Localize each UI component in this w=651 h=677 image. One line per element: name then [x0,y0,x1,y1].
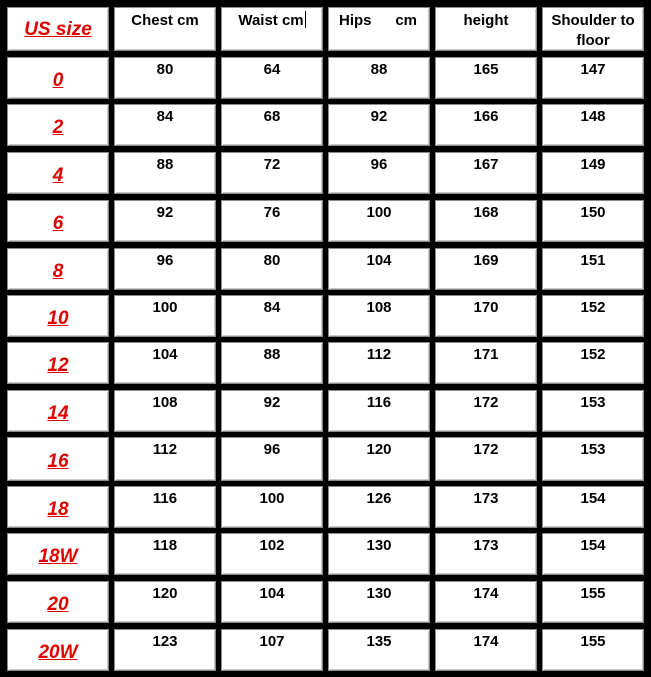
cell-hips-value: 100 [366,204,392,221]
cell-chest-value: 80 [156,61,174,78]
cell-chest-value: 112 [152,441,178,458]
cell-height-value: 165 [473,61,499,78]
table-cell-size [7,629,109,671]
cell-height-value: 167 [473,156,499,173]
cell-height-value: 170 [473,299,499,316]
table-cell-size [7,390,109,432]
table-cell-waist [221,104,323,146]
cell-shoulder-value: 149 [580,156,606,173]
cell-hips-value: 104 [366,252,392,269]
table-cell-waist [221,533,323,575]
header-shoulder-label: Shoulder to floor [551,12,635,49]
table-cell-hips [328,248,430,290]
cell-chest-value: 123 [152,633,178,650]
table-cell-waist [221,342,323,384]
cell-shoulder-value: 150 [580,204,606,221]
header-shoulder-to-floor [542,7,644,51]
cell-size-value: 16 [47,451,69,472]
cell-chest-value: 118 [152,537,178,554]
cell-hips-value: 116 [366,394,392,411]
table-cell-height [435,629,537,671]
cell-waist-value: 107 [259,633,285,650]
cell-size-value: 2 [52,117,64,138]
table-cell-hips [328,152,430,194]
table-cell-chest [114,295,216,337]
table-cell-chest [114,342,216,384]
table-cell-hips [328,581,430,623]
table-cell-height [435,581,537,623]
table-cell-waist [221,200,323,242]
cell-hips-value: 108 [366,299,392,316]
cell-waist-value: 68 [263,108,281,125]
cell-waist-value: 104 [259,585,285,602]
cell-hips-value: 120 [366,441,392,458]
cell-waist-value: 96 [263,441,281,458]
cell-height-value: 174 [473,633,499,650]
table-cell-chest [114,486,216,528]
cell-chest-value: 120 [152,585,178,602]
table-cell-shoulder [542,295,644,337]
table-cell-chest [114,533,216,575]
cell-height-value: 173 [473,537,499,554]
table-cell-size [7,486,109,528]
header-us-size-label: US size [24,19,92,40]
cell-chest-value: 100 [152,299,178,316]
table-cell-waist [221,486,323,528]
cell-chest-value: 88 [156,156,174,173]
cell-shoulder-value: 152 [580,346,606,363]
table-cell-hips [328,437,430,481]
cell-size-value: 20W [38,642,78,663]
table-cell-shoulder [542,486,644,528]
table-cell-shoulder [542,152,644,194]
cell-height-value: 174 [473,585,499,602]
cell-waist-value: 102 [259,537,285,554]
table-cell-hips [328,486,430,528]
cell-size-value: 14 [47,403,69,424]
cell-size-value: 0 [52,70,64,91]
table-cell-height [435,390,537,432]
table-cell-height [435,486,537,528]
table-cell-waist [221,248,323,290]
cell-size-value: 10 [47,308,69,329]
cell-hips-value: 88 [370,61,388,78]
table-cell-chest [114,248,216,290]
table-cell-shoulder [542,57,644,99]
table-cell-shoulder [542,629,644,671]
header-hips [328,7,430,51]
cell-shoulder-value: 148 [580,108,606,125]
table-cell-chest [114,437,216,481]
cell-chest-value: 84 [156,108,174,125]
table-cell-hips [328,57,430,99]
cell-shoulder-value: 153 [580,394,606,411]
cell-chest-value: 96 [156,252,174,269]
table-cell-chest [114,390,216,432]
cell-size-value: 18W [38,546,78,567]
cell-hips-value: 112 [366,346,392,363]
table-cell-shoulder [542,200,644,242]
table-cell-size [7,295,109,337]
cell-waist-value: 64 [263,61,281,78]
cell-shoulder-value: 152 [580,299,606,316]
cell-chest-value: 104 [152,346,178,363]
cell-size-value: 6 [52,213,64,234]
cell-height-value: 168 [473,204,499,221]
table-cell-hips [328,342,430,384]
header-height-label: height [463,12,509,29]
table-cell-hips [328,104,430,146]
cell-size-value: 8 [52,261,64,282]
header-waist-label: Waist cm [238,12,304,29]
header-chest [114,7,216,51]
cell-chest-value: 116 [152,490,178,507]
table-cell-chest [114,200,216,242]
table-cell-shoulder [542,581,644,623]
cell-height-value: 172 [473,394,499,411]
table-cell-size [7,533,109,575]
cell-waist-value: 100 [259,490,285,507]
table-cell-waist [221,390,323,432]
header-waist [221,7,323,51]
table-cell-waist [221,152,323,194]
table-cell-chest [114,152,216,194]
table-cell-height [435,342,537,384]
cell-hips-value: 92 [370,108,388,125]
cell-size-value: 12 [47,355,69,376]
header-chest-label: Chest cm [131,12,199,29]
table-cell-hips [328,200,430,242]
cell-shoulder-value: 154 [580,490,606,507]
table-cell-chest [114,57,216,99]
table-cell-height [435,152,537,194]
table-cell-chest [114,104,216,146]
header-height [435,7,537,51]
table-cell-height [435,533,537,575]
cell-shoulder-value: 151 [580,252,606,269]
cell-hips-value: 96 [370,156,388,173]
cell-shoulder-value: 153 [580,441,606,458]
table-cell-height [435,295,537,337]
table-cell-height [435,104,537,146]
header-us-size [7,7,109,51]
table-cell-shoulder [542,533,644,575]
table-cell-hips [328,629,430,671]
cell-hips-value: 135 [366,633,392,650]
cell-waist-value: 88 [263,346,281,363]
table-cell-waist [221,437,323,481]
table-cell-size [7,152,109,194]
cell-size-value: 20 [47,594,69,615]
table-cell-hips [328,390,430,432]
table-cell-height [435,248,537,290]
cell-waist-value: 72 [263,156,281,173]
cell-hips-value: 130 [366,537,392,554]
cell-shoulder-value: 155 [580,633,606,650]
cell-waist-value: 92 [263,394,281,411]
cell-size-value: 4 [52,165,64,186]
table-cell-size [7,581,109,623]
cell-hips-value: 130 [366,585,392,602]
table-cell-height [435,57,537,99]
cell-waist-value: 76 [263,204,281,221]
cell-height-value: 172 [473,441,499,458]
header-hips-label: Hips [339,12,372,29]
table-cell-chest [114,581,216,623]
table-cell-hips [328,533,430,575]
header-hips-unit: cm [395,12,417,29]
table-cell-waist [221,57,323,99]
table-cell-size [7,104,109,146]
table-cell-size [7,342,109,384]
table-cell-shoulder [542,390,644,432]
table-cell-waist [221,295,323,337]
cell-shoulder-value: 147 [580,61,606,78]
cell-waist-value: 80 [263,252,281,269]
cell-height-value: 173 [473,490,499,507]
table-cell-height [435,200,537,242]
cell-chest-value: 92 [156,204,174,221]
table-cell-size [7,248,109,290]
table-cell-shoulder [542,248,644,290]
cell-size-value: 18 [47,499,69,520]
cell-waist-value: 84 [263,299,281,316]
cell-shoulder-value: 155 [580,585,606,602]
cell-shoulder-value: 154 [580,537,606,554]
cell-chest-value: 108 [152,394,178,411]
cell-height-value: 166 [473,108,499,125]
table-cell-shoulder [542,437,644,481]
cell-height-value: 169 [473,252,499,269]
table-cell-height [435,437,537,481]
table-cell-size [7,200,109,242]
cell-height-value: 171 [473,346,499,363]
table-cell-shoulder [542,104,644,146]
table-cell-chest [114,629,216,671]
text-caret [305,11,306,28]
table-cell-waist [221,581,323,623]
table-cell-size [7,57,109,99]
cell-hips-value: 126 [366,490,392,507]
table-cell-hips [328,295,430,337]
table-cell-waist [221,629,323,671]
table-cell-shoulder [542,342,644,384]
table-cell-size [7,437,109,481]
